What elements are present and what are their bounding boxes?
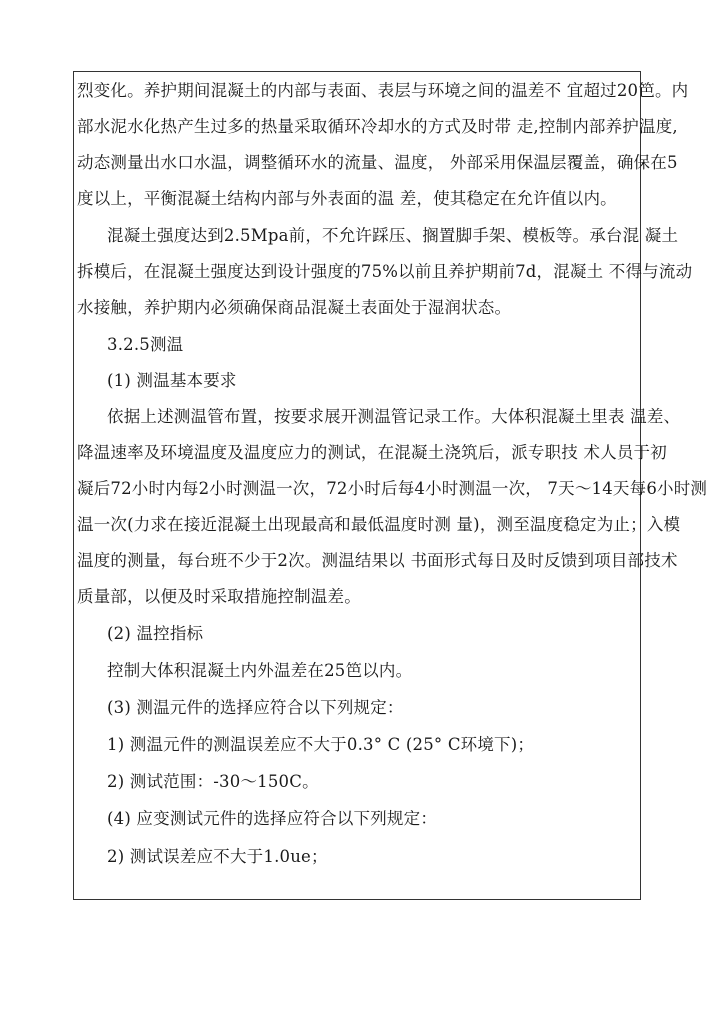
subsection-heading: (2) 温控指标	[107, 624, 204, 643]
paragraph-line: 烈变化。养护期间混凝土的内部与表面、表层与环境之间的温差不 宜超过20笆。内	[77, 81, 689, 100]
paragraph-line: 动态测量出水口水温，调整循环水的流量、温度， 外部采用保温层覆盖，确保在5	[77, 153, 678, 172]
list-item: 1) 测温元件的测温误差应不大于0.3° C (25° C环境下)；	[107, 735, 535, 754]
subsection-heading: (1) 测温基本要求	[107, 371, 237, 390]
list-item: 2) 测试范围：-30〜150C。	[107, 772, 319, 791]
list-item: 2) 测试误差应不大于1.0ue；	[107, 847, 328, 866]
paragraph-line: 部水泥水化热产生过多的热量采取循环冷却水的方式及时带 走,控制内部养护温度,	[77, 117, 678, 136]
paragraph-line: 依据上述测温管布置，按要求展开测温管记录工作。大体积混凝土里表 温差、	[107, 407, 681, 426]
paragraph-line: 温度的测量，每台班不少于2次。测温结果以 书面形式每日及时反馈到项目部技术	[77, 551, 678, 570]
paragraph-line: 凝后72小时内每2小时测温一次，72小时后每4小时测温一次， 7天〜14天每6小时测	[77, 479, 708, 498]
paragraph-line: 降温速率及环境温度及温度应力的测试，在混凝土浇筑后，派专职技 术人员于初	[77, 443, 667, 462]
paragraph-line: 度以上，平衡混凝土结构内部与外表面的温 差，使其稳定在允许值以内。	[77, 189, 617, 208]
paragraph-line: 拆模后，在混凝土强度达到设计强度的75%以前且养护期前7d，混凝土 不得与流动	[77, 262, 693, 281]
paragraph-line: 温一次(力求在接近混凝土出现最高和最低温度时测 量)，测至温度稳定为止；入模	[77, 515, 681, 534]
section-heading: 3.2.5测温	[107, 335, 184, 354]
paragraph-line: 水接触，养护期内必须确保商品混凝土表面处于湿润状态。	[77, 298, 512, 317]
subsection-heading: (3) 测温元件的选择应符合以下列规定：	[107, 698, 404, 717]
paragraph-line: 控制大体积混凝土内外温差在25笆以内。	[107, 661, 413, 680]
subsection-heading: (4) 应变测试元件的选择应符合以下列规定：	[107, 809, 438, 828]
paragraph-line: 质量部，以便及时采取措施控制温差。	[77, 587, 361, 606]
paragraph-line: 混凝土强度达到2.5Mpa前，不允许踩压、搁置脚手架、模板等。承台混 凝土	[107, 226, 679, 245]
